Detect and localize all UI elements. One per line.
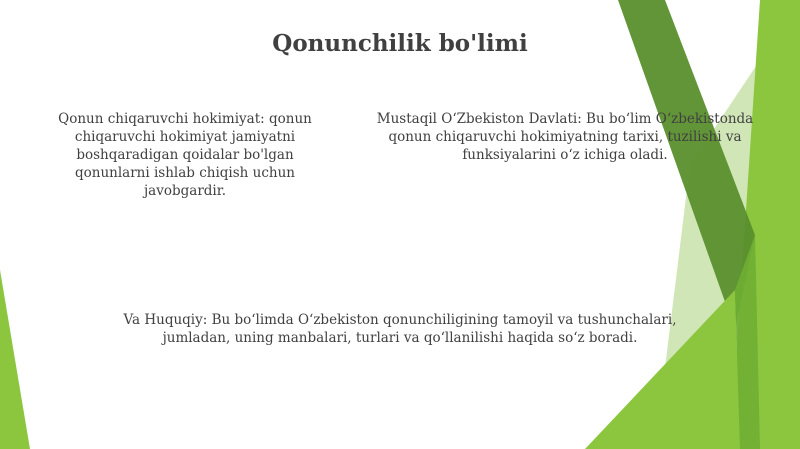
text-block-legislative-power: Qonun chiqaruvchi hokimiyat: qonun chiqaruvchi hokimiyat jamiyatni boshqaradigan qoidalar bo'lgan qonunlarni ishlab chiqish uchun javobgardir.	[58, 111, 312, 199]
slide-title: Qonunchilik bo'limi	[272, 30, 528, 57]
text-block-independent-state: Mustaqil O‘Zbekiston Davlati: Bu bo‘lim O‘zbekistonda qonun chiqaruvchi hokimiyatning tarixi, tuzilishi va funksiyalarini o‘z ichiga oladi.	[376, 111, 754, 163]
left-accent-sliver	[0, 270, 30, 449]
text-block-legal: Va Huquqiy: Bu bo‘limda O‘zbekiston qonunchiligining tamoyil va tushunchalari, jumladan, uning manbalari, turlari va qo‘llanilishi haqida so‘z boradi.	[123, 312, 677, 346]
